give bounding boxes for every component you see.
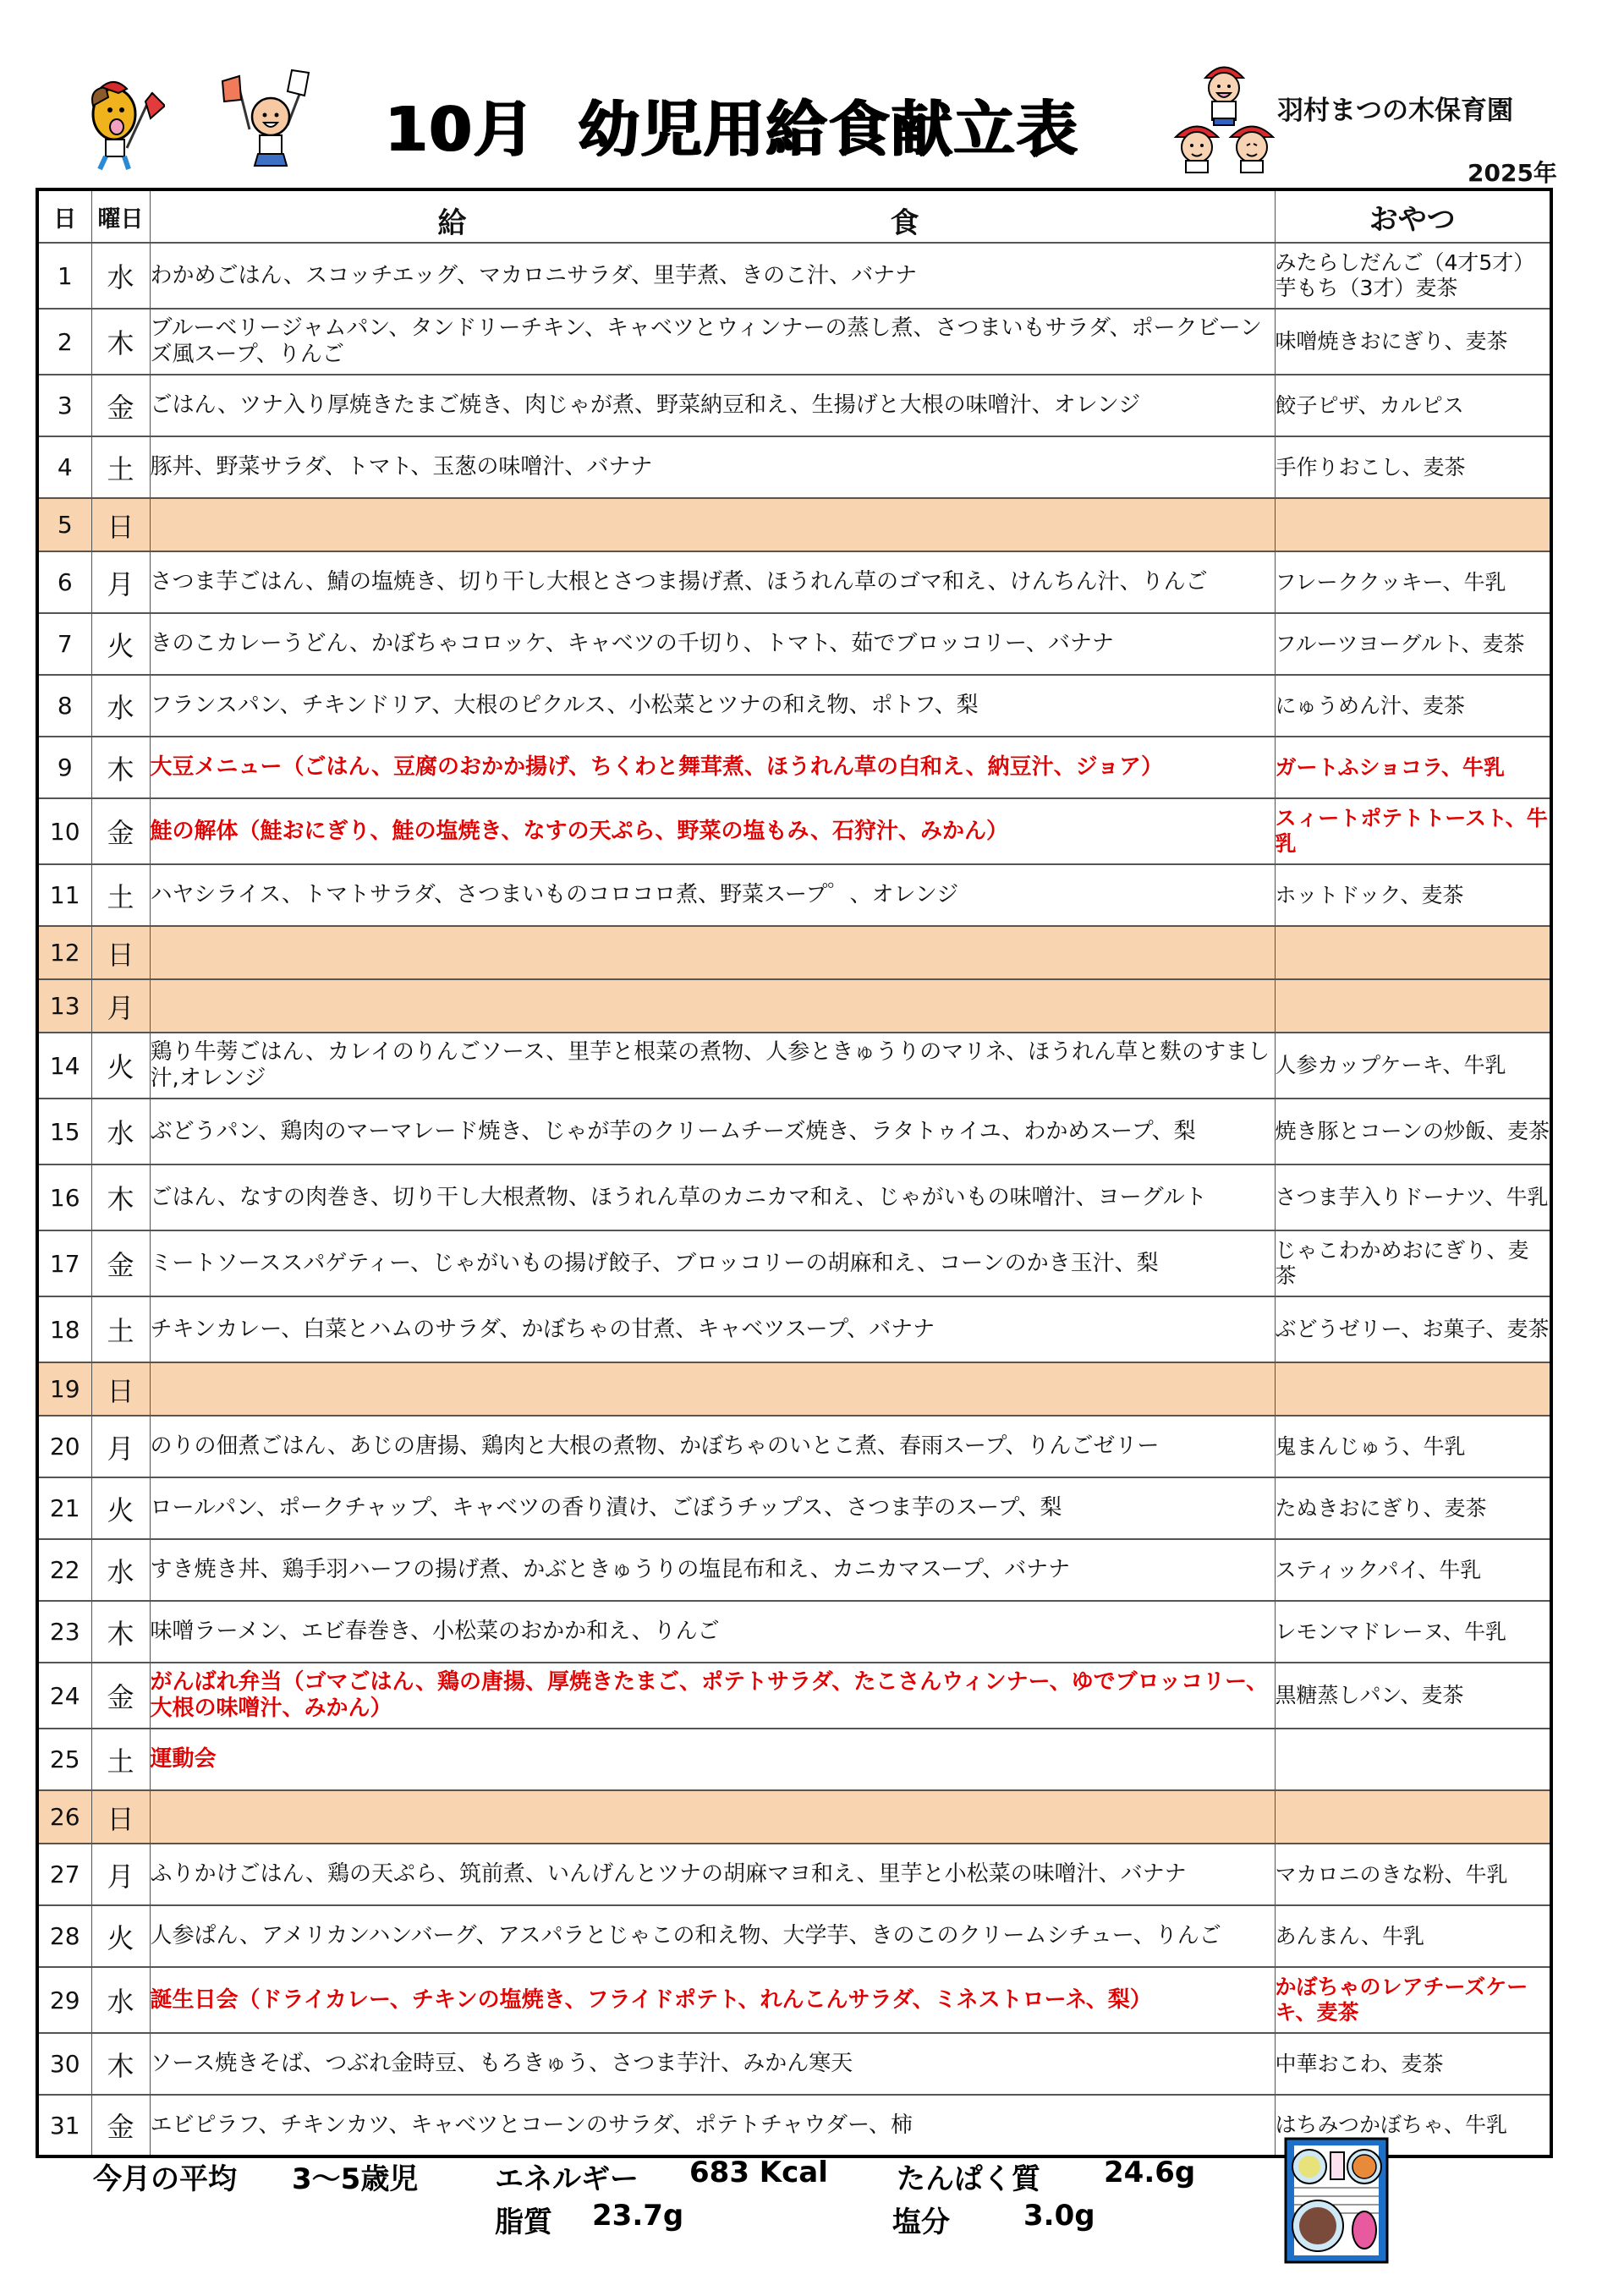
weekday-cell: 水 xyxy=(91,1967,150,2033)
weekday-cell: 金 xyxy=(91,1663,150,1729)
meal-cell: ミートソーススパゲティー、じゃがいもの揚げ餃子、ブロッコリーの胡麻和え、コーンのかき玉汁、梨 xyxy=(150,1230,1275,1296)
page-header xyxy=(0,0,1624,186)
meal-cell xyxy=(150,979,1275,1033)
salt-label: 塩分 xyxy=(892,2206,950,2239)
children-pyramid-icon xyxy=(1171,52,1277,179)
meal-cell: 豚丼、野菜サラダ、トマト、玉葱の味噌汁、バナナ xyxy=(150,436,1275,498)
snack-cell: 味噌焼きおにぎり、麦茶 xyxy=(1275,309,1551,375)
year-label: 2025年 xyxy=(1468,159,1557,187)
page-title xyxy=(385,80,1078,168)
meal-cell: 運動会 xyxy=(150,1729,1275,1790)
meal-cell: 鮭の解体（鮭おにぎり、鮭の塩焼き、なすの天ぷら、野菜の塩もみ、石狩汁、みかん） xyxy=(150,798,1275,864)
day-cell: 26 xyxy=(37,1790,91,1844)
table-row xyxy=(37,1033,1551,1099)
dog-mascot-icon xyxy=(85,72,165,173)
day-cell: 5 xyxy=(37,498,91,551)
day-cell: 14 xyxy=(37,1033,91,1099)
table-row xyxy=(37,1416,1551,1477)
meal-cell: ソース焼きそば、つぶれ金時豆、もろきゅう、さつま芋汁、みかん寒天 xyxy=(150,2033,1275,2095)
nursery-name: 羽村まつの木保育園 xyxy=(1277,96,1513,126)
table-row xyxy=(37,1844,1551,1905)
age-group: 3～5歳児 xyxy=(292,2162,419,2196)
table-row xyxy=(37,613,1551,675)
day-cell: 18 xyxy=(37,1296,91,1362)
weekday-cell: 木 xyxy=(91,1164,150,1230)
fat-label: 脂質 xyxy=(495,2206,552,2239)
weekday-cell: 水 xyxy=(91,1099,150,1164)
table-row xyxy=(37,1905,1551,1967)
meal-cell: わかめごはん、スコッチエッグ、マカロニサラダ、里芋煮、きのこ汁、バナナ xyxy=(150,243,1275,309)
snack-cell xyxy=(1275,498,1551,551)
table-row xyxy=(37,243,1551,309)
table-row-holiday xyxy=(37,926,1551,979)
day-cell: 19 xyxy=(37,1362,91,1416)
meal-cell: ごはん、なすの肉巻き、切り干し大根煮物、ほうれん草のカニカマ和え、じゃがいもの味噌汁、ヨーグルト xyxy=(150,1164,1275,1230)
weekday-cell: 月 xyxy=(91,1416,150,1477)
snack-cell xyxy=(1275,1362,1551,1416)
table-row xyxy=(37,1539,1551,1601)
meal-cell: フランスパン、チキンドリア、大根のピクルス、小松菜とツナの和え物、ポトフ、梨 xyxy=(150,675,1275,737)
day-cell: 15 xyxy=(37,1099,91,1164)
weekday-cell: 木 xyxy=(91,1601,150,1663)
header-meal xyxy=(150,189,1275,243)
table-row xyxy=(37,551,1551,613)
snack-cell xyxy=(1275,979,1551,1033)
table-header-row xyxy=(37,189,1551,243)
weekday-cell: 日 xyxy=(91,1790,150,1844)
snack-cell: 手作りおこし、麦茶 xyxy=(1275,436,1551,498)
meal-cell: 誕生日会（ドライカレー、チキンの塩焼き、フライドポテト、れんこんサラダ、ミネストローネ、梨） xyxy=(150,1967,1275,2033)
table-row xyxy=(37,436,1551,498)
meal-cell: さつま芋ごはん、鯖の塩焼き、切り干し大根とさつま揚げ煮、ほうれん草のゴマ和え、けんちん汁、りんご xyxy=(150,551,1275,613)
weekday-cell: 火 xyxy=(91,1905,150,1967)
day-cell: 20 xyxy=(37,1416,91,1477)
snack-cell: フルーツヨーグルト、麦茶 xyxy=(1275,613,1551,675)
day-cell: 24 xyxy=(37,1663,91,1729)
header-snack: おやつ xyxy=(1275,189,1551,243)
table-row xyxy=(37,1164,1551,1230)
day-cell: 9 xyxy=(37,737,91,798)
day-cell: 10 xyxy=(37,798,91,864)
table-row xyxy=(37,675,1551,737)
day-cell: 3 xyxy=(37,375,91,436)
table-row xyxy=(37,1296,1551,1362)
meal-cell: エビピラフ、チキンカツ、キャベツとコーンのサラダ、ポテトチャウダー、柿 xyxy=(150,2095,1275,2156)
day-cell: 28 xyxy=(37,1905,91,1967)
snack-cell: かぼちゃのレアチーズケーキ、麦茶 xyxy=(1275,1967,1551,2033)
day-cell: 7 xyxy=(37,613,91,675)
table-row-holiday xyxy=(37,979,1551,1033)
table-row xyxy=(37,1230,1551,1296)
day-cell: 16 xyxy=(37,1164,91,1230)
table-row xyxy=(37,309,1551,375)
snack-cell xyxy=(1275,1729,1551,1790)
meal-cell xyxy=(150,926,1275,979)
table-row xyxy=(37,1477,1551,1539)
day-cell: 13 xyxy=(37,979,91,1033)
header-meal-char-1: 給 xyxy=(437,206,467,240)
weekday-cell: 日 xyxy=(91,498,150,551)
weekday-cell: 火 xyxy=(91,1033,150,1099)
snack-cell: あんまん、牛乳 xyxy=(1275,1905,1551,1967)
day-cell: 4 xyxy=(37,436,91,498)
nutrition-summary xyxy=(0,2135,1624,2296)
weekday-cell: 木 xyxy=(91,309,150,375)
snack-cell xyxy=(1275,1790,1551,1844)
average-label: 今月の平均 xyxy=(93,2162,237,2196)
meal-cell: 人参ぱん、アメリカンハンバーグ、アスパラとじゃこの和え物、大学芋、きのこのクリームシチュー、りんご xyxy=(150,1905,1275,1967)
header-weekday: 曜日 xyxy=(91,189,150,243)
snack-cell xyxy=(1275,926,1551,979)
meal-cell: ブルーベリージャムパン、タンドリーチキン、キャベツとウィンナーの蒸し煮、さつまいもサラダ、ポークビーンズ風スープ、りんご xyxy=(150,309,1275,375)
weekday-cell: 土 xyxy=(91,436,150,498)
snack-cell: フレーククッキー、牛乳 xyxy=(1275,551,1551,613)
table-row xyxy=(37,1099,1551,1164)
title-text: 幼児用給食献立表 xyxy=(578,94,1079,165)
snack-cell: ホットドック、麦茶 xyxy=(1275,864,1551,926)
weekday-cell: 金 xyxy=(91,1230,150,1296)
weekday-cell: 火 xyxy=(91,613,150,675)
table-row xyxy=(37,1663,1551,1729)
meal-cell: チキンカレー、白菜とハムのサラダ、かぼちゃの甘煮、キャベツスープ、バナナ xyxy=(150,1296,1275,1362)
header-day: 日 xyxy=(37,189,91,243)
table-row xyxy=(37,1967,1551,2033)
meal-cell: のりの佃煮ごはん、あじの唐揚、鶏肉と大根の煮物、かぼちゃのいとこ煮、春雨スープ、りんごゼリー xyxy=(150,1416,1275,1477)
title-month: 10月 xyxy=(385,94,536,165)
snack-cell: スティックパイ、牛乳 xyxy=(1275,1539,1551,1601)
lunch-tray-icon xyxy=(1284,2137,1390,2264)
table-row xyxy=(37,1729,1551,1790)
snack-cell: じゃこわかめおにぎり、麦茶 xyxy=(1275,1230,1551,1296)
snack-cell: はちみつかぼちゃ、牛乳 xyxy=(1275,2095,1551,2156)
snack-cell: マカロニのきな粉、牛乳 xyxy=(1275,1844,1551,1905)
energy-label: エネルギー xyxy=(495,2162,639,2196)
snack-cell: スィートポテトトースト、牛乳 xyxy=(1275,798,1551,864)
meal-cell: きのこカレーうどん、かぼちゃコロッケ、キャベツの千切り、トマト、茹でブロッコリー、バナナ xyxy=(150,613,1275,675)
fat-value: 23.7g xyxy=(592,2199,684,2233)
weekday-cell: 木 xyxy=(91,2033,150,2095)
day-cell: 22 xyxy=(37,1539,91,1601)
day-cell: 27 xyxy=(37,1844,91,1905)
snack-cell: ぶどうゼリー、お菓子、麦茶 xyxy=(1275,1296,1551,1362)
meal-cell: 大豆メニュー（ごはん、豆腐のおかか揚げ、ちくわと舞茸煮、ほうれん草の白和え、納豆汁、ジョア） xyxy=(150,737,1275,798)
day-cell: 17 xyxy=(37,1230,91,1296)
weekday-cell: 金 xyxy=(91,375,150,436)
snack-cell: 餃子ピザ、カルピス xyxy=(1275,375,1551,436)
snack-cell: 黒糖蒸しパン、麦茶 xyxy=(1275,1663,1551,1729)
snack-cell: 焼き豚とコーンの炒飯、麦茶 xyxy=(1275,1099,1551,1164)
weekday-cell: 水 xyxy=(91,243,150,309)
weekday-cell: 日 xyxy=(91,1362,150,1416)
weekday-cell: 日 xyxy=(91,926,150,979)
snack-cell: 人参カップケーキ、牛乳 xyxy=(1275,1033,1551,1099)
child-with-flags-icon xyxy=(216,66,326,176)
table-row-holiday xyxy=(37,1362,1551,1416)
protein-value: 24.6g xyxy=(1104,2156,1196,2189)
day-cell: 23 xyxy=(37,1601,91,1663)
snack-cell: みたらしだんご（4才5才）芋もち（3才）麦茶 xyxy=(1275,243,1551,309)
table-row xyxy=(37,798,1551,864)
snack-cell: レモンマドレーヌ、牛乳 xyxy=(1275,1601,1551,1663)
meal-cell xyxy=(150,1790,1275,1844)
weekday-cell: 金 xyxy=(91,2095,150,2156)
table-row xyxy=(37,2033,1551,2095)
header-meal-char-2: 食 xyxy=(890,206,919,240)
weekday-cell: 木 xyxy=(91,737,150,798)
table-row-holiday xyxy=(37,498,1551,551)
table-row xyxy=(37,737,1551,798)
meal-cell: がんばれ弁当（ゴマごはん、鶏の唐揚、厚焼きたまご、ポテトサラダ、たこさんウィンナー、ゆでブロッコリー、大根の味噌汁、みかん） xyxy=(150,1663,1275,1729)
day-cell: 2 xyxy=(37,309,91,375)
weekday-cell: 水 xyxy=(91,1539,150,1601)
table-row xyxy=(37,1601,1551,1663)
meal-cell: 鶏り牛蒡ごはん、カレイのりんごソース、里芋と根菜の煮物、人参ときゅうりのマリネ、ほうれん草と麩のすまし汁,オレンジ xyxy=(150,1033,1275,1099)
meal-cell xyxy=(150,498,1275,551)
menu-table xyxy=(36,188,1553,2158)
snack-cell: 中華おこわ、麦茶 xyxy=(1275,2033,1551,2095)
day-cell: 6 xyxy=(37,551,91,613)
meal-cell: ハヤシライス、トマトサラダ、さつまいものコロコロ煮、野菜スープ゜、オレンジ xyxy=(150,864,1275,926)
salt-value: 3.0g xyxy=(1023,2199,1095,2233)
day-cell: 29 xyxy=(37,1967,91,2033)
table-row-holiday xyxy=(37,1790,1551,1844)
snack-cell: ガートふショコラ、牛乳 xyxy=(1275,737,1551,798)
meal-cell: すき焼き丼、鶏手羽ハーフの揚げ煮、かぶときゅうりの塩昆布和え、カニカマスープ、バナナ xyxy=(150,1539,1275,1601)
meal-cell: ぶどうパン、鶏肉のマーマレード焼き、じゃが芋のクリームチーズ焼き、ラタトゥイユ、わかめスープ、梨 xyxy=(150,1099,1275,1164)
weekday-cell: 水 xyxy=(91,675,150,737)
weekday-cell: 土 xyxy=(91,1729,150,1790)
day-cell: 11 xyxy=(37,864,91,926)
snack-cell: にゅうめん汁、麦茶 xyxy=(1275,675,1551,737)
weekday-cell: 火 xyxy=(91,1477,150,1539)
weekday-cell: 土 xyxy=(91,864,150,926)
meal-cell: ロールパン、ポークチャップ、キャベツの香り漬け、ごぼうチップス、さつま芋のスープ、梨 xyxy=(150,1477,1275,1539)
weekday-cell: 月 xyxy=(91,551,150,613)
energy-value: 683 Kcal xyxy=(689,2156,828,2189)
protein-label: たんぱく質 xyxy=(897,2162,1040,2196)
day-cell: 25 xyxy=(37,1729,91,1790)
day-cell: 31 xyxy=(37,2095,91,2156)
day-cell: 21 xyxy=(37,1477,91,1539)
day-cell: 1 xyxy=(37,243,91,309)
table-row xyxy=(37,864,1551,926)
weekday-cell: 月 xyxy=(91,979,150,1033)
meal-cell xyxy=(150,1362,1275,1416)
snack-cell: たぬきおにぎり、麦茶 xyxy=(1275,1477,1551,1539)
meal-cell: ごはん、ツナ入り厚焼きたまご焼き、肉じゃが煮、野菜納豆和え、生揚げと大根の味噌汁、オレンジ xyxy=(150,375,1275,436)
table-row xyxy=(37,375,1551,436)
weekday-cell: 土 xyxy=(91,1296,150,1362)
meal-cell: 味噌ラーメン、エビ春巻き、小松菜のおかか和え、りんご xyxy=(150,1601,1275,1663)
day-cell: 8 xyxy=(37,675,91,737)
weekday-cell: 金 xyxy=(91,798,150,864)
weekday-cell: 月 xyxy=(91,1844,150,1905)
day-cell: 30 xyxy=(37,2033,91,2095)
snack-cell: 鬼まんじゅう、牛乳 xyxy=(1275,1416,1551,1477)
snack-cell: さつま芋入りドーナツ、牛乳 xyxy=(1275,1164,1551,1230)
meal-cell: ふりかけごはん、鶏の天ぷら、筑前煮、いんげんとツナの胡麻マヨ和え、里芋と小松菜の味噌汁、バナナ xyxy=(150,1844,1275,1905)
day-cell: 12 xyxy=(37,926,91,979)
